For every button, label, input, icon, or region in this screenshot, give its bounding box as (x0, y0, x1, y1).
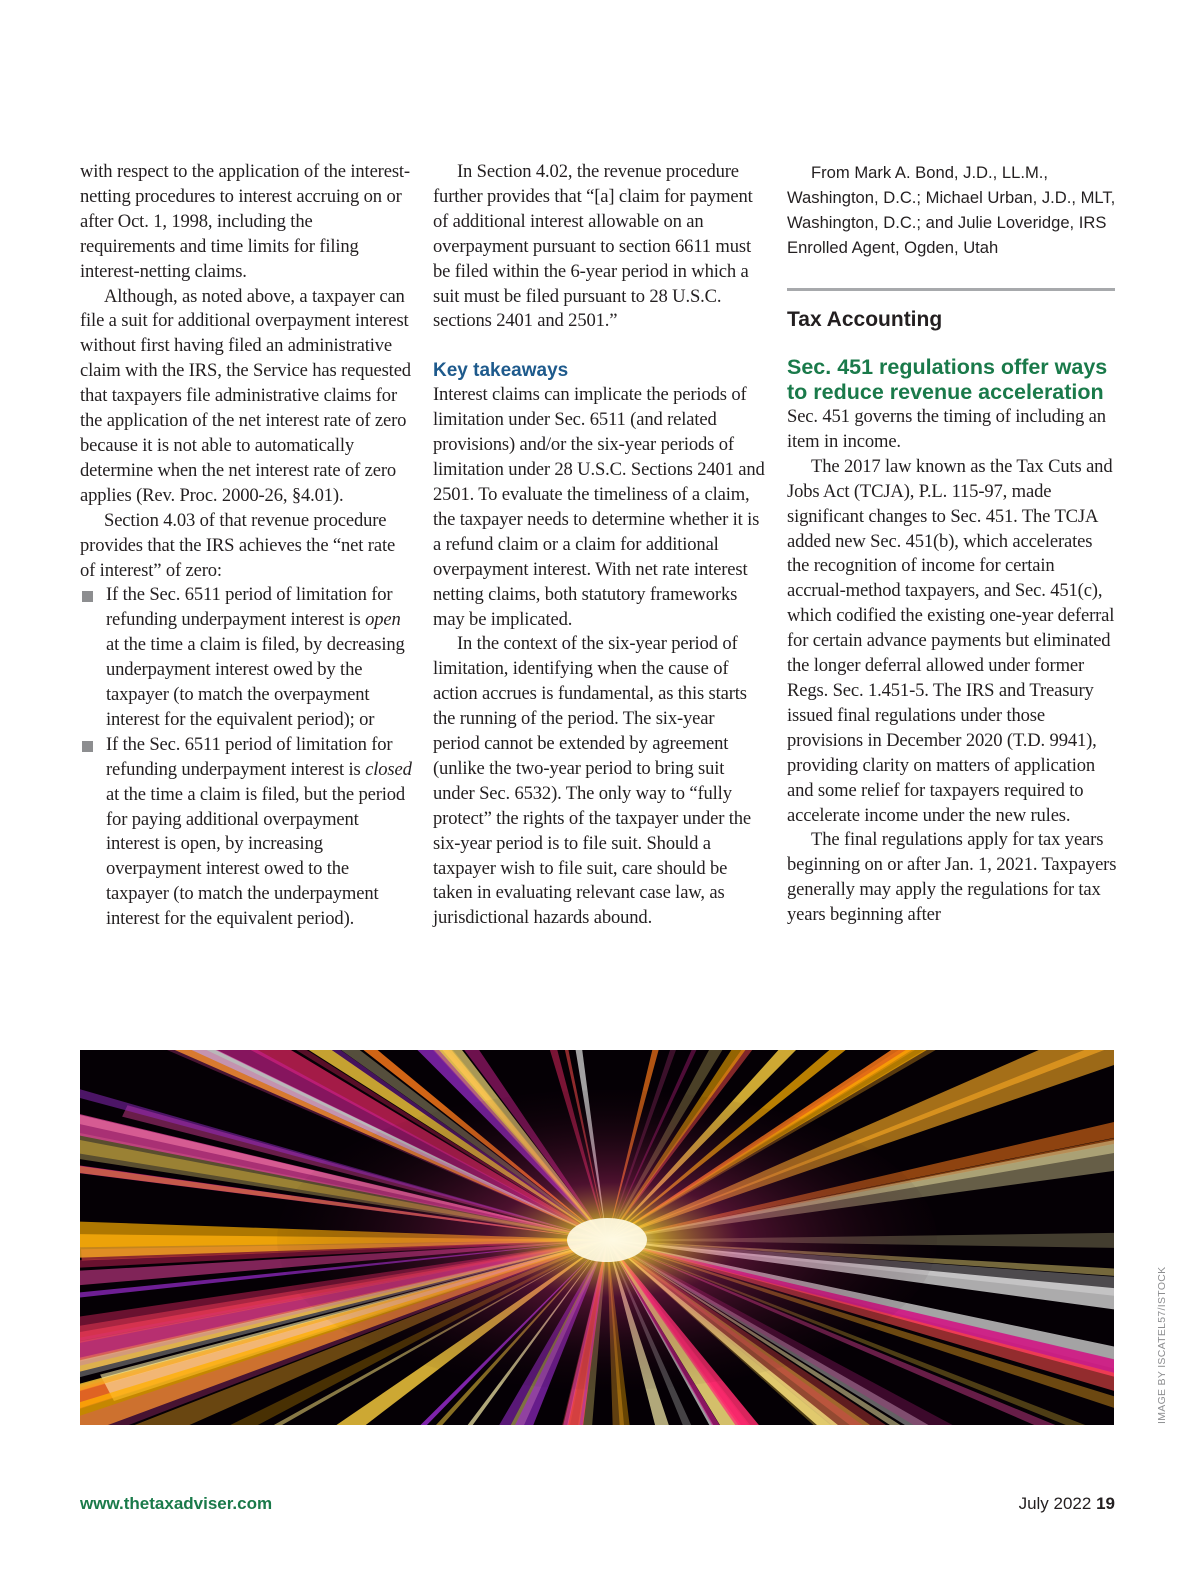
bullet-text: at the time a claim is filed, by decreasing underpayment interest owed by the taxpayer (to match the overpayment interest for the equivalent period); or (106, 634, 405, 730)
issue-date: July 2022 (1018, 1494, 1092, 1513)
image-credit: IMAGE BY ISCATEL57/ISTOCK (1156, 1266, 1168, 1424)
bullet-text: at the time a claim is filed, but the period for paying additional overpayment interest is open, by increasing overpayment interest owed to the taxpayer (to match the underpayment interest for the equivalent period). (106, 783, 406, 930)
list-item (80, 733, 412, 932)
paragraph: Although, as noted above, a taxpayer can file a suit for additional overpayment interest without first having filed an administrative claim with the IRS, the Service has requested that taxpayers file administrative claims for the application of the net interest rate of zero because it is not able to automatically determine when the net interest rate of zero applies (Rev. Proc. 2000-26, §4.01). (80, 285, 411, 506)
section-divider (787, 288, 1115, 291)
issue-and-page (1019, 1494, 1115, 1514)
author-byline: From Mark A. Bond, J.D., LL.M., Washington, D.C.; Michael Urban, J.D., MLT, Washington, D.C.; and Julie Loveridge, IRS Enrolled Agent, Ogden, Utah (787, 163, 1116, 257)
light-streaks-graphic (80, 1050, 1114, 1425)
paragraph: Interest claims can implicate the periods of limitation under Sec. 6511 (and related provisions) and/or the six-year periods of limitation under 28 U.S.C. Sections 2401 and 2501. To evaluate the timeliness of a claim, the taxpayer needs to determine whether it is a refund claim or a claim for additional overpayment interest. With net rate interest netting claims, both statutory frameworks may be implicated. (433, 384, 765, 630)
emphasis-text: closed (365, 758, 412, 780)
paragraph: In Section 4.02, the revenue procedure further provides that “[a] claim for payment of additional interest allowable on an overpayment pursuant to section 6611 must be filed within the 6-year period in which a suit must be filed pursuant to 28 U.S.C. sections 2401 and 2501.” (433, 161, 753, 332)
website-link[interactable]: www.thetaxadviser.com (80, 1494, 273, 1513)
paragraph: Section 4.03 of that revenue procedure provides that the IRS achieves the “net rate of interest” of zero: (80, 509, 396, 581)
paragraph: In the context of the six-year period of limitation, identifying when the cause of action accrues is fundamental, as this starts the running of the period. The six-year period cannot be extended by agreement (unlike the two-year period to bring suit under Sec. 6532). The only way to “fully protect” the rights of the taxpayer under the six-year period is to file suit. Should a taxpayer wish to file suit, care should be taken in evaluating relevant case law, as jurisdictional hazards abound. (433, 633, 751, 929)
bullet-text: If the Sec. 6511 period of limitation for refunding underpayment interest is (106, 733, 393, 780)
emphasis-text: open (365, 609, 401, 631)
bullet-list (80, 583, 412, 932)
paragraph: The final regulations apply for tax years beginning on or after Jan. 1, 2021. Taxpayers generally may apply the regulations for tax years beginning after (787, 829, 1117, 926)
paragraph: with respect to the application of the interest-netting procedures to interest accruing on or after Oct. 1, 1998, including the requirements and time limits for filing interest-netting claims. (80, 161, 410, 282)
light-streaks-photo (80, 1050, 1114, 1425)
page-number: 19 (1096, 1494, 1115, 1513)
paragraph: Sec. 451 governs the timing of including an item in income. (787, 406, 1106, 452)
section-heading: Tax Accounting (787, 308, 943, 331)
square-bullet-icon (82, 591, 93, 602)
square-bullet-icon (82, 741, 93, 752)
bullet-text: If the Sec. 6511 period of limitation for refunding underpayment interest is (106, 584, 393, 631)
column-2 (433, 160, 765, 931)
column-3 (787, 160, 1117, 928)
key-takeaways-heading: Key takeaways (433, 360, 569, 382)
list-item (80, 583, 412, 732)
article-title: Sec. 451 regulations offer ways to reduce revenue acceleration (787, 355, 1108, 404)
paragraph: The 2017 law known as the Tax Cuts and Jobs Act (TCJA), P.L. 115-97, made significant changes to Sec. 451. The TCJA added new Sec. 451(b), which accelerates the recognition of income for certain accrual-method taxpayers, and Sec. 451(c), which codified the existing one-year deferral for certain advance payments but eliminated the longer deferral allowed under former Regs. Sec. 1.451-5. The IRS and Treasury issued final regulations under those provisions in December 2020 (T.D. 9941), providing clarity on matters of application and some relief for taxpayers required to accelerate income under the new rules. (787, 455, 1115, 826)
column-1 (80, 160, 412, 932)
